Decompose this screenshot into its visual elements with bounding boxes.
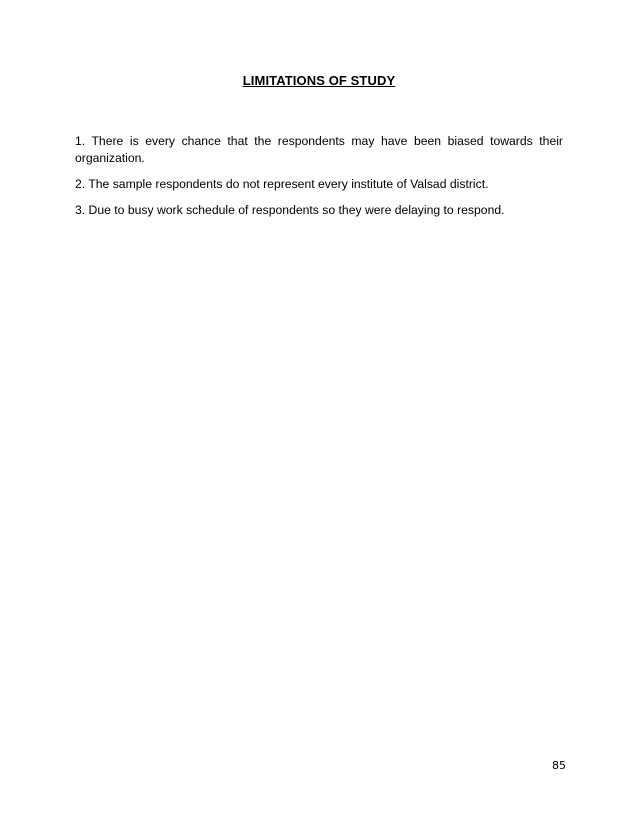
limitations-list <box>75 133 563 228</box>
page-number: 85 <box>552 759 566 772</box>
limitation-item-3: 3. Due to busy work schedule of respondents so they were delaying to respond. <box>75 203 505 217</box>
page-title: LIMITATIONS OF STUDY <box>242 73 396 88</box>
limitation-item-2: 2. The sample respondents do not represent every institute of Valsad district. <box>75 177 489 191</box>
limitation-item-1: 1. There is every chance that the respondents may have been biased towards their organization. <box>75 134 563 165</box>
